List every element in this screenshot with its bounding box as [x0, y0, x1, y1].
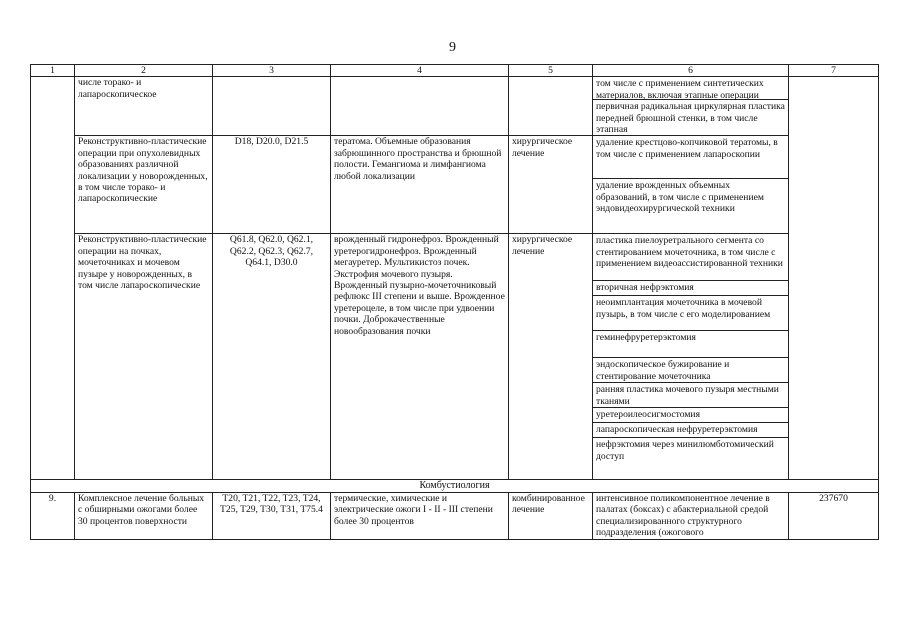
method-cell: Реконструктивно-пластические операции при опухолевидных образованиях различной локализации у новорожденных, в том числе торако- и лапароскопические	[75, 136, 213, 234]
cost-cell: 237670	[789, 492, 879, 539]
treatment-methods-cell	[593, 234, 789, 480]
diagnosis-cell: термические, химические и электрические ожоги I - II - III степени более 30 процентов	[331, 492, 509, 539]
page-number: 9	[449, 40, 456, 55]
icd-cell: Q61.8, Q62.0, Q62.1, Q62.2, Q62.3, Q62.7, Q64.1, D30.0	[213, 234, 331, 480]
icd-cell: T20, T21, T22, T23, T24, T25, T29, T30, T31, T75.4	[213, 492, 331, 539]
section-row	[31, 480, 879, 492]
treatment-methods-cell	[593, 77, 789, 136]
row-number-cell	[31, 77, 75, 480]
header-col-3: 3	[213, 65, 331, 77]
diagnosis-cell	[331, 77, 509, 136]
treatment-methods-cell: интенсивное поликомпонентное лечение в палатах (боксах) с абактериальной средой специализированного структурного подразделения (ожогового	[593, 492, 789, 539]
treatment-method: вторичная нефрэктомия	[593, 281, 788, 296]
cost-cell	[789, 77, 879, 480]
table-row	[31, 77, 879, 136]
treatment-method: пластика пиелоуретрального сегмента со стентированием мочеточника, в том числе с применением видеоассистированной техники	[593, 234, 788, 281]
treatment-method: ранняя пластика мочевого пузыря местными тканями	[593, 383, 788, 408]
treatment-type-cell: комбинированное лечение	[509, 492, 593, 539]
row-number-cell: 9.	[31, 492, 75, 539]
table-row	[31, 492, 879, 539]
header-col-2: 2	[75, 65, 213, 77]
section-title: Комбустиология	[31, 480, 879, 492]
diagnosis-cell: тератома. Объемные образования забрюшинного пространства и брюшной полости. Гемангиома и лимфангиома любой локализации	[331, 136, 509, 234]
header-col-5: 5	[509, 65, 593, 77]
treatment-method: эндоскопическое бужирование и стентирование мочеточника	[593, 358, 788, 383]
treatment-method: геминефруретерэктомия	[593, 331, 788, 358]
header-col-6: 6	[593, 65, 789, 77]
header-col-1: 1	[31, 65, 75, 77]
table-row	[31, 234, 879, 480]
treatment-method: удаление врожденных объемных образований, в том числе с применением эндовидеохирургической техники	[596, 180, 764, 215]
treatment-type-cell: хирургическое лечение	[509, 136, 593, 234]
treatment-method: том числе с применением синтетических материалов, включая этапные операции	[593, 77, 788, 100]
treatment-method: уретероилеосигмостомия	[593, 408, 788, 423]
document-table	[30, 64, 879, 540]
table-row	[31, 136, 879, 234]
treatment-method: удаление крестцово-копчиковой тератомы, в том числе с применением лапароскопии	[593, 136, 788, 179]
treatment-method: первичная радикальная циркулярная пластика передней брюшной стенки, в том числе этапная	[596, 101, 785, 136]
header-col-4: 4	[331, 65, 509, 77]
treatment-method: неоимплантация мочеточника в мочевой пузырь, в том числе с его моделированием	[593, 296, 788, 331]
header-col-7: 7	[789, 65, 879, 77]
icd-cell: D18, D20.0, D21.5	[213, 136, 331, 234]
diagnosis-cell: врожденный гидронефроз. Врожденный уретерогидронефроз. Врожденный мегауретер. Мультикистоз почек. Экстрофия мочевого пузыря. Врожденный пузырно-мочеточниковый рефлюкс III степени и выше. Врожденное уретероцеле, в том числе при удвоении почки. Доброкачественные новообразования почки	[331, 234, 509, 480]
treatment-method: лапароскопическая нефруретерэктомия	[593, 423, 788, 438]
method-cell: Реконструктивно-пластические операции на почках, мочеточниках и мочевом пузыре у новорожденных, в том числе лапароскопические	[75, 234, 213, 480]
header-row	[31, 65, 879, 77]
treatment-type-cell: хирургическое лечение	[509, 234, 593, 480]
treatment-method: нефрэктомия через минилюмботомический доступ	[596, 439, 774, 462]
treatment-methods-cell	[593, 136, 789, 234]
treatment-type-cell	[509, 77, 593, 136]
icd-cell	[213, 77, 331, 136]
method-cell: числе торако- и лапароскопическое	[75, 77, 213, 136]
method-cell: Комплексное лечение больных с обширными ожогами более 30 процентов поверхности	[75, 492, 213, 539]
